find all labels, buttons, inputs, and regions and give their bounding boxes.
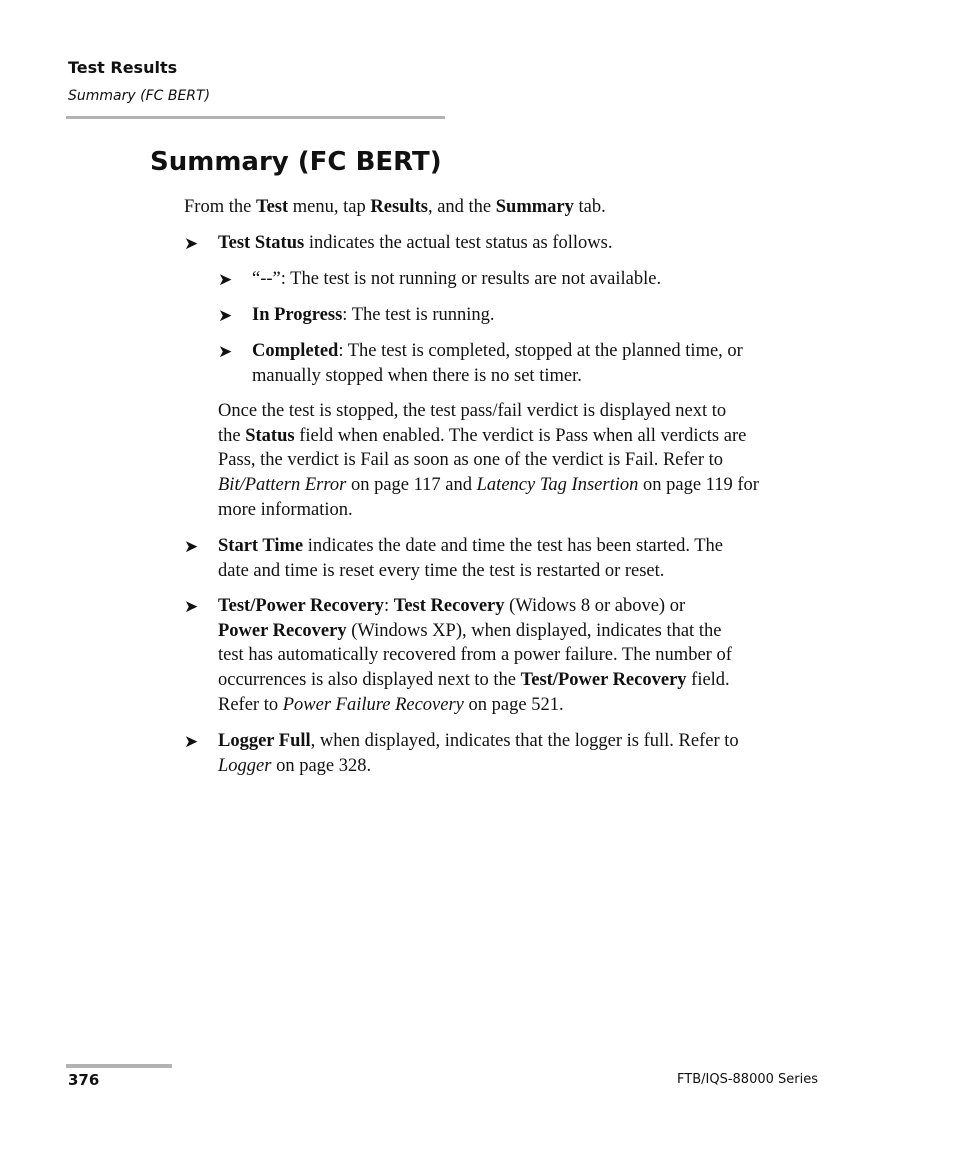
power-recovery-item (218, 594, 732, 718)
test-recovery-label: Test Recovery (393, 596, 505, 616)
bullet-arrow-icon: ➤ (184, 597, 199, 617)
power-recovery-text: on page 521. (463, 694, 564, 715)
power-recovery-label: Power Recovery (218, 620, 347, 641)
intro-text: menu, tap (288, 197, 371, 217)
start-time-text: indicates the date and time the test has been started. The (303, 536, 724, 556)
header-divider (66, 116, 445, 119)
power-recovery-text: Refer to (218, 694, 283, 715)
verdict-text: on page 117 and (346, 475, 477, 496)
status-in-progress-text: : The test is running. (342, 305, 495, 325)
verdict-text: the (218, 425, 246, 446)
verdict-text: Once the test is stopped, the test pass/fail verdict is displayed next to (218, 401, 727, 421)
start-time-label: Start Time (218, 536, 304, 556)
verdict-text: on page 119 for (638, 475, 759, 496)
bullet-arrow-icon: ➤ (218, 270, 233, 290)
bullet-arrow-icon: ➤ (218, 342, 233, 362)
status-field-label: Status (245, 425, 295, 446)
logger-full-label: Logger Full (218, 731, 311, 751)
intro-text: tab. (573, 197, 606, 217)
test-power-recovery-label: Test/Power Recovery (218, 596, 384, 616)
page-title: Summary (FC BERT) (150, 147, 442, 177)
test-power-recovery-field-label: Test/Power Recovery (520, 670, 687, 691)
status-not-running-text: “--”: The test is not running or results are not available. (252, 269, 662, 289)
footer-series-name: FTB/IQS-88000 Series (677, 1072, 818, 1087)
status-in-progress-item (252, 303, 495, 328)
verdict-text: field when enabled. The verdict is Pass when all verdicts are (294, 425, 747, 446)
footer-divider (66, 1064, 172, 1068)
header-subtitle: Summary (FC BERT) (68, 88, 211, 104)
link-power-failure-recovery[interactable]: Power Failure Recovery (282, 694, 464, 715)
intro-text: From the (184, 197, 256, 217)
tab-summary-label: Summary (495, 197, 574, 217)
status-completed-item (252, 339, 743, 388)
power-recovery-text: field. (686, 670, 730, 691)
logger-full-text: , when displayed, indicates that the logger is full. Refer to (310, 731, 739, 751)
start-time-text: date and time is reset every time the test is restarted or reset. (218, 560, 665, 581)
start-time-item (218, 534, 723, 583)
power-recovery-text: occurrences is also displayed next to the (218, 670, 521, 691)
header-section-title: Test Results (68, 58, 178, 77)
test-status-text: indicates the actual test status as follows. (304, 233, 613, 253)
bullet-arrow-icon: ➤ (218, 306, 233, 326)
status-not-running-item (252, 267, 661, 292)
menu-results-label: Results (370, 197, 428, 217)
link-latency-tag-insertion[interactable]: Latency Tag Insertion (476, 475, 639, 496)
intro-paragraph (184, 195, 606, 220)
power-recovery-text: (Windows XP), when displayed, indicates that the (346, 620, 722, 641)
power-recovery-text: : (383, 596, 394, 616)
status-in-progress-label: In Progress (252, 305, 343, 325)
page-number: 376 (68, 1071, 100, 1089)
menu-test-label: Test (255, 197, 289, 217)
bullet-arrow-icon: ➤ (184, 234, 199, 254)
status-completed-text: manually stopped when there is no set timer. (252, 365, 582, 386)
logger-full-item (218, 729, 739, 778)
power-recovery-text: (Widows 8 or above) or (504, 596, 686, 616)
bullet-arrow-icon: ➤ (184, 537, 199, 557)
logger-full-text: on page 328. (271, 755, 372, 776)
test-status-label: Test Status (218, 233, 305, 253)
link-bit-pattern-error[interactable]: Bit/Pattern Error (218, 475, 347, 496)
test-status-item (218, 231, 612, 256)
power-recovery-text: test has automatically recovered from a power failure. The number of (218, 645, 732, 666)
bullet-arrow-icon: ➤ (184, 732, 199, 752)
verdict-text: more information. (218, 499, 353, 520)
status-completed-text: : The test is completed, stopped at the planned time, or (338, 341, 743, 361)
verdict-paragraph (218, 399, 759, 523)
link-logger[interactable]: Logger (218, 755, 272, 776)
verdict-text: Pass, the verdict is Fail as soon as one of the verdict is Fail. Refer to (218, 450, 724, 471)
status-completed-label: Completed (252, 341, 339, 361)
intro-text: , and the (427, 197, 496, 217)
